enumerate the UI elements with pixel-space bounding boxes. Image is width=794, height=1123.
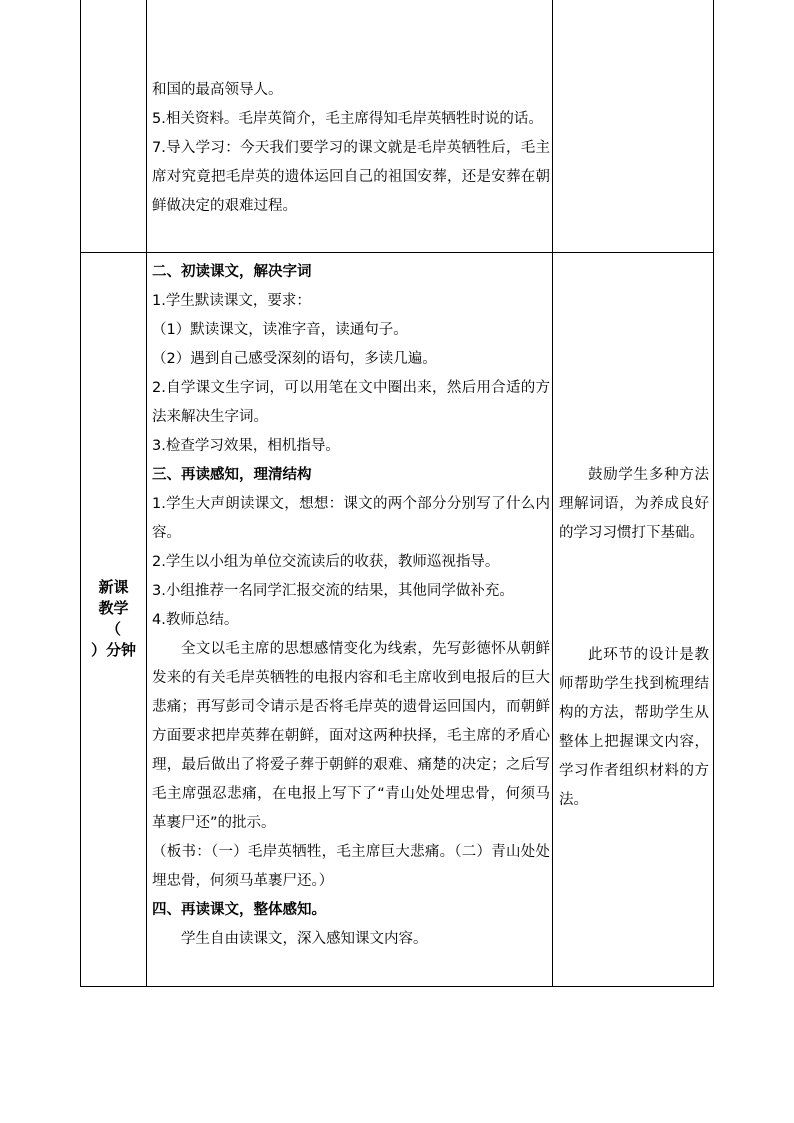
section-heading: 二、初读课文，解决字词 (152, 264, 312, 280)
table-border-left (80, 0, 81, 987)
blackboard-note: （板书：（一）毛岸英牺牲，毛主席巨大悲痛。（二）青山处处埋忠骨，何须马革裹尸还。） (152, 844, 550, 889)
main-row-content (152, 258, 550, 954)
content-line: 5.相关资料。毛岸英简介，毛主席得知毛岸英牺牲时说的话。 (152, 111, 543, 127)
section-label-line: ）分钟 (90, 641, 136, 659)
section-label-line: 教学 (98, 599, 129, 617)
section-label-line: 新课 (98, 578, 129, 596)
design-note-text: 此环节的设计是教师帮助学生找到梳理结构的方法，帮助学生从整体上把握课文内容，学习作者组织材料的方法。 (559, 647, 709, 808)
content-line: 2.自学课文生字词，可以用笔在文中圈出来，然后用合适的方法来解决生字词。 (152, 380, 550, 425)
content-line: （2）遇到自己感受深刻的语句，多读几遍。 (152, 351, 437, 367)
section-heading: 三、再读感知，理清结构 (152, 467, 312, 483)
section-label (82, 577, 145, 661)
content-line: 7.导入学习：今天我们要学习的课文就是毛岸英牺牲后，毛主席对究竟把毛岸英的遗体运回自己的祖国安葬，还是安葬在朝鲜做决定的艰难过程。 (152, 140, 550, 214)
section-label-line: （ (105, 620, 121, 638)
content-line: （1）默读课文，读准字音，读通句子。 (152, 322, 408, 338)
top-row-content (152, 76, 550, 221)
table-divider-notes (552, 0, 553, 987)
content-line: 和国的最高领导人。 (152, 82, 283, 98)
row-separator (80, 252, 714, 253)
summary-paragraph: 全文以毛主席的思想感情变化为线索，先写彭德怀从朝鲜发来的有关毛岸英牺牲的电报内容和毛主席收到电报后的巨大悲痛；再写彭司令请示是否将毛岸英的遗骨运回国内，而朝鲜方面要求把岸英葬在朝鲜，面对这两种抉择，毛主席的矛盾心理，最后做出了将爱子葬于朝鲜的艰难、痛楚的决定；之后写毛主席强忍悲痛，在电报上写下了“青山处处埋忠骨，何须马革裹尸还”的批示。 (152, 641, 550, 831)
design-note-1 (559, 461, 709, 548)
content-line: 3.小组推荐一名同学汇报交流的结果，其他同学做补充。 (152, 583, 514, 599)
content-line: 1.学生默读课文，要求： (152, 293, 311, 309)
table-divider-label (146, 0, 147, 987)
table-border-right (713, 0, 714, 987)
design-note-text: 鼓励学生多种方法理解词语，为养成良好的学习习惯打下基础。 (559, 467, 709, 541)
design-note-2 (559, 641, 709, 815)
content-line: 2.学生以小组为单位交流读后的收获，教师巡视指导。 (152, 554, 500, 570)
table-border-bottom (80, 986, 714, 987)
section-heading: 四、再读课文，整体感知。 (152, 902, 326, 918)
content-line: 3.检查学习效果，相机指导。 (152, 438, 340, 454)
content-line: 4.教师总结。 (152, 612, 239, 628)
content-line: 1.学生大声朗读课文，想想：课文的两个部分分别写了什么内容。 (152, 496, 550, 541)
content-line: 学生自由读课文，深入感知课文内容。 (181, 931, 428, 947)
